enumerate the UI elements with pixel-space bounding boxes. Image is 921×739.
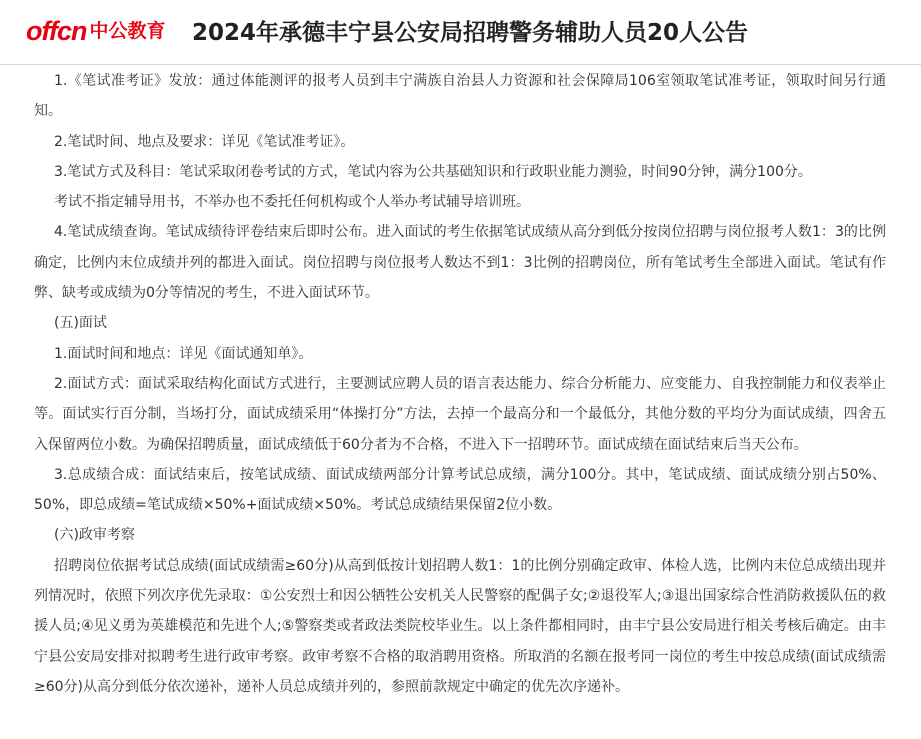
paragraph: 4.笔试成绩查询。笔试成绩待评卷结束后即时公布。进入面试的考生依据笔试成绩从高分到低分按岗位招聘与岗位报考人数1：3的比例确定，比例内末位成绩并列的都进入面试。岗位招聘与岗位报考人数达不到1：3比例的招聘岗位，所有笔试考生全部进入面试。笔试有作弊、缺考或成绩为0分等情况的考生，不进入面试环节。 <box>34 224 886 302</box>
paragraph: 1.《笔试准考证》发放：通过体能测评的报考人员到丰宁满族自治县人力资源和社会保障局106室领取笔试准考证，领取时间另行通知。 <box>34 73 886 120</box>
page-header <box>0 0 921 65</box>
paragraph: 2.笔试时间、地点及要求：详见《笔试准考证》。 <box>54 133 355 150</box>
article-body <box>34 66 886 702</box>
section-heading: (五)面试 <box>54 315 107 332</box>
paragraph: 考试不指定辅导用书，不举办也不委托任何机构或个人举办考试辅导培训班。 <box>54 194 530 211</box>
offcn-logo[interactable] <box>26 14 166 48</box>
section-heading: (六)政审考察 <box>54 527 135 544</box>
paragraph: 3.笔试方式及科目：笔试采取闭卷考试的方式，笔试内容为公共基础知识和行政职业能力测验，时间90分钟，满分100分。 <box>54 163 812 180</box>
logo-chinese-text: 中公教育 <box>89 19 166 42</box>
paragraph: 招聘岗位依据考试总成绩(面试成绩需≥60分)从高到低按计划招聘人数1：1的比例分别确定政审、体检人选，比例内末位总成绩出现并列情况时，依照下列次序优先录取：①公安烈士和因公牺牲公安机关人民警察的配偶子女;②退役军人;③退出国家综合性消防救援队伍的救援人员;④见义勇为英雄模范和先进个人;⑤警察类或者政法类院校毕业生。以上条件都相同时，由丰宁县公安局进行相关考核后确定。由丰宁县公安局安排对拟聘考生进行政审考察。政审考察不合格的取消聘用资格。所取消的名额在报考同一岗位的考生中按总成绩(面试成绩需≥60分)从高分到低分依次递补，递补人员总成绩并列的，参照前款规定中确定的优先次序递补。 <box>34 557 886 695</box>
paragraph: 3.总成绩合成：面试结束后，按笔试成绩、面试成绩两部分计算考试总成绩，满分100分。其中，笔试成绩、面试成绩分别占50%、50%，即总成绩=笔试成绩×50%+面试成绩×50%。考试总成绩结果保留2位小数。 <box>34 466 886 514</box>
logo-offcn-text: offcn <box>26 15 87 46</box>
paragraph: 1.面试时间和地点：详见《面试通知单》。 <box>54 345 313 362</box>
page-title: 2024年承德丰宁县公安局招聘警务辅助人员20人公告 <box>192 20 749 46</box>
paragraph: 2.面试方式：面试采取结构化面试方式进行，主要测试应聘人员的语言表达能力、综合分析能力、应变能力、自我控制能力和仪表举止等。面试实行百分制，当场打分，面试成绩采用“体操打分”方法，去掉一个最高分和一个最低分，其他分数的平均分为面试成绩，四舍五入保留两位小数。为确保招聘质量，面试成绩低于60分者为不合格，不进入下一招聘环节。面试成绩在面试结束后当天公布。 <box>34 375 886 453</box>
